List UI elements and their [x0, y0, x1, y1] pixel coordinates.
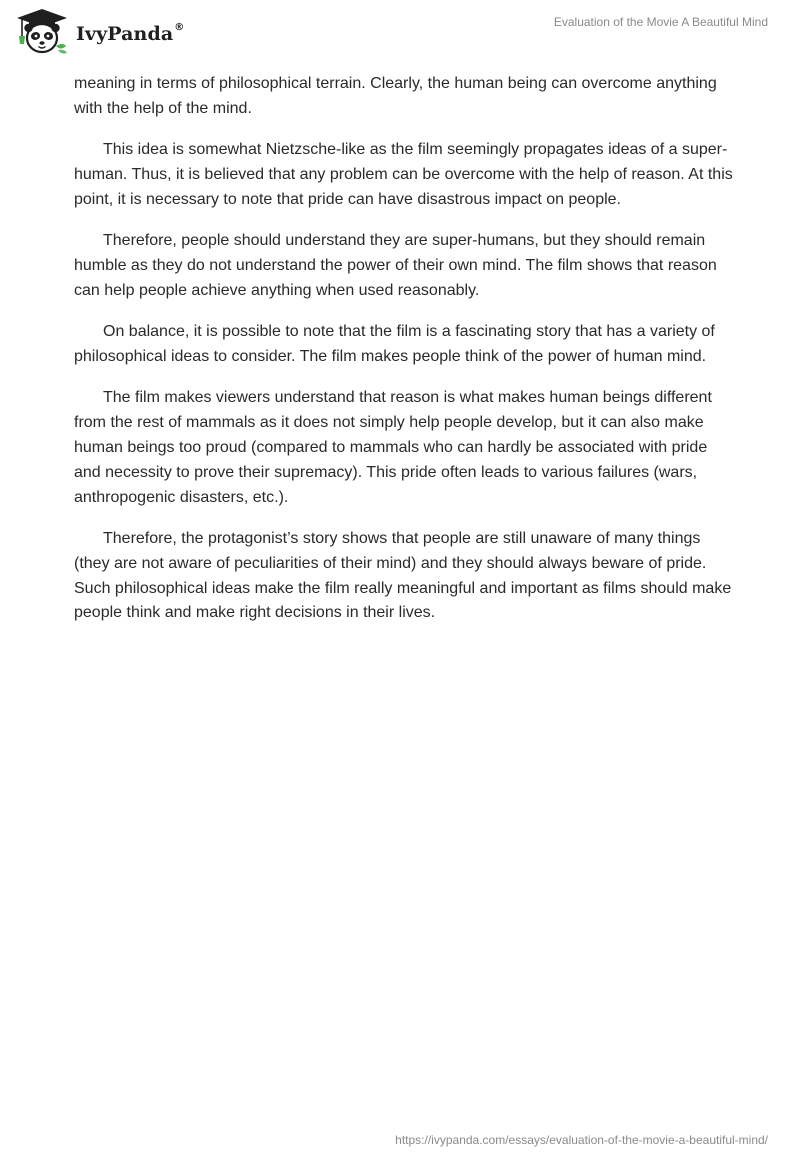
paragraph: Therefore, the protagonist’s story shows that people are still unaware of many things (they are not aware of peculiarities of their mind) and they should always beware of pride. Such philosophical ideas make the film really meaningful and important as films should make people think and make right decisions in their lives. — [74, 529, 732, 622]
paragraph: The film makes viewers understand that reason is what makes human beings different from the rest of mammals as it does not simply help people develop, but it can also make human beings too proud (compared to mammals who can hardly be associated with pride and necessity to prove their supremacy). This pride often leads to various failures (wars, anthropogenic disasters, etc.). — [74, 389, 712, 506]
source-url-link[interactable]: https://ivypanda.com/essays/evaluation-of-the-movie-a-beautiful-mind/ — [395, 1133, 768, 1147]
paragraph: This idea is somewhat Nietzsche-like as the film seemingly propagates ideas of a super-human. Thus, it is believed that any problem can be overcome with the help of reason. At this point, it is necessary to note that pride can have disastrous impact on people. — [74, 141, 733, 208]
paragraph: Therefore, people should understand they are super-humans, but they should remain humble as they do not understand the power of their own mind. The film shows that reason can help people achieve anything when used reasonably. — [74, 232, 717, 299]
registered-mark: ® — [174, 21, 185, 33]
essay-body — [74, 72, 734, 643]
ivypanda-logo[interactable] — [14, 6, 184, 56]
document-title: Evaluation of the Movie A Beautiful Mind — [553, 15, 768, 29]
page-header — [0, 0, 800, 70]
brand-name: IvyPanda® — [76, 21, 185, 45]
panda-graduation-cap-icon — [14, 6, 70, 56]
paragraph: On balance, it is possible to note that the film is a fascinating story that has a variety of philosophical ideas to consider. The film makes people think of the power of human mind. — [74, 323, 715, 365]
paragraph-continuation: meaning in terms of philosophical terrain. Clearly, the human being can overcome anything with the help of the mind. — [74, 75, 717, 117]
